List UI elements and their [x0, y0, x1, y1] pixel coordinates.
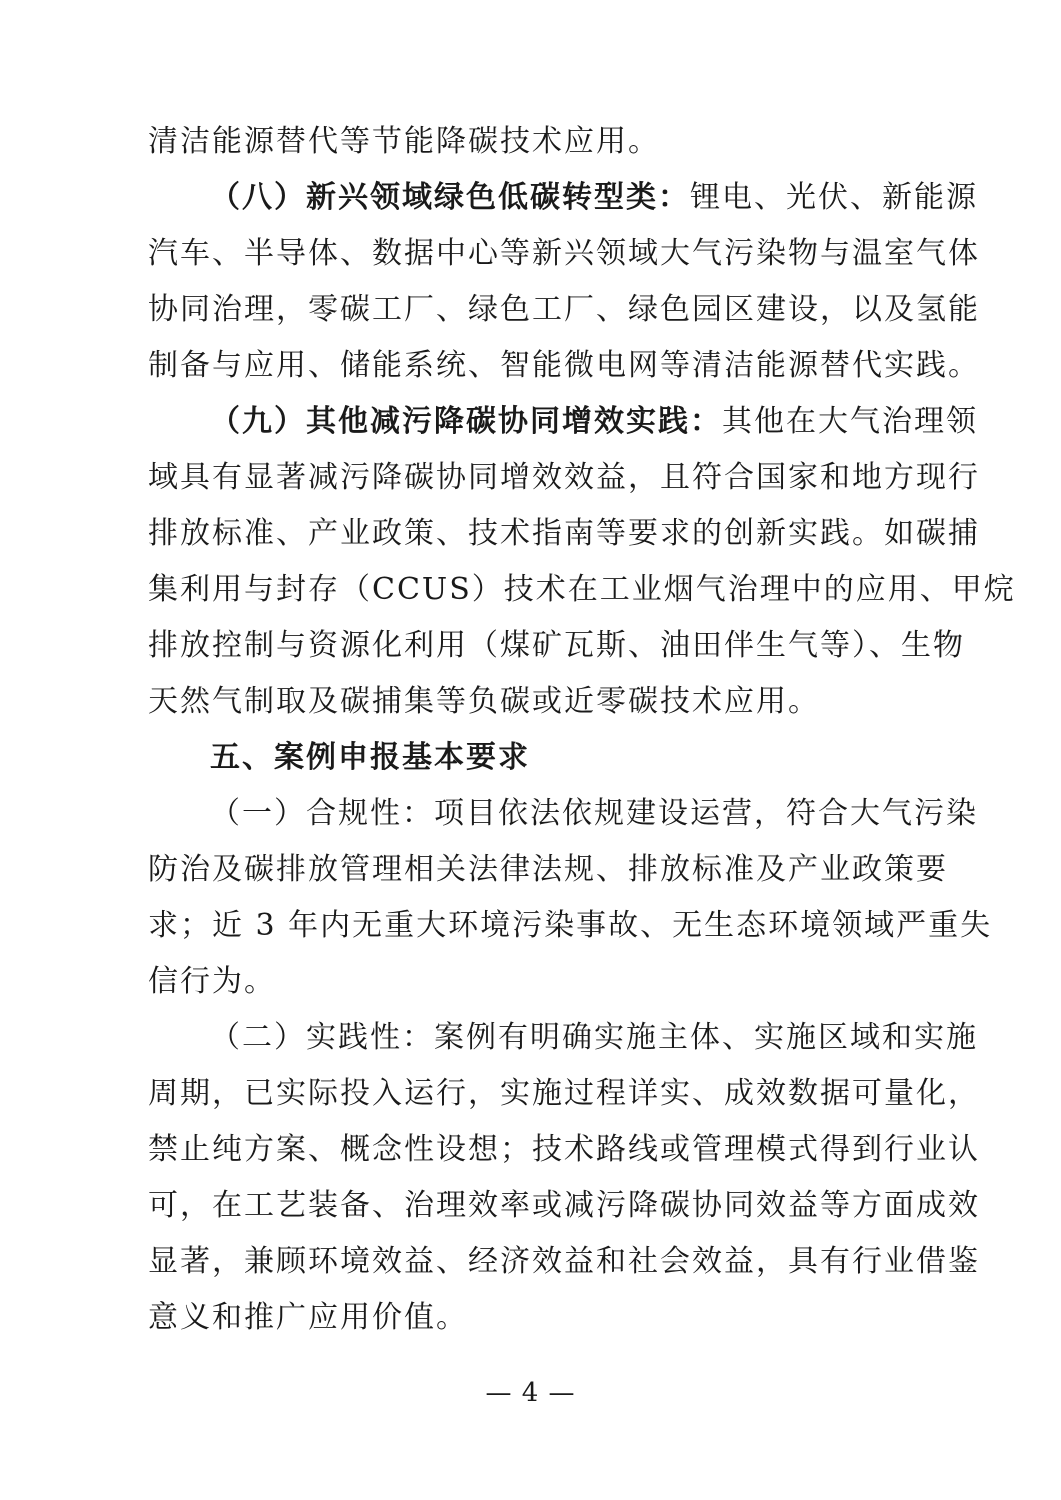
item-lead-nine: （九）其他减污降碳协同增效实践： [210, 404, 722, 439]
text-line: 集利用与封存（CCUS）技术在工业烟气治理中的应用、甲烷 [148, 572, 1016, 607]
text-span: 锂电、光伏、新能源 [690, 180, 978, 215]
text-line: 制备与应用、储能系统、智能微电网等清洁能源替代实践。 [148, 348, 980, 383]
paragraph-first-line: （一）合规性：项目依法依规建设运营，符合大气污染 [210, 796, 978, 831]
text-line: 协同治理，零碳工厂、绿色工厂、绿色园区建设，以及氢能 [148, 292, 980, 327]
text-line: 排放控制与资源化利用（煤矿瓦斯、油田伴生气等）、生物 [148, 628, 965, 663]
text-line: 禁止纯方案、概念性设想；技术路线或管理模式得到行业认 [148, 1132, 980, 1167]
text-line: 周期，已实际投入运行，实施过程详实、成效数据可量化， [148, 1076, 980, 1111]
paragraph-first-line [210, 178, 978, 218]
item-lead-eight: （八）新兴领域绿色低碳转型类： [210, 180, 690, 215]
text-line: 可，在工艺装备、治理效率或减污降碳协同效益等方面成效 [148, 1188, 980, 1223]
text-line: 求；近 3 年内无重大环境污染事故、无生态环境领域严重失 [148, 908, 993, 943]
text-line: 意义和推广应用价值。 [148, 1300, 468, 1335]
text-span: 其他在大气治理领 [722, 404, 978, 439]
text-line: 清洁能源替代等节能降碳技术应用。 [148, 124, 660, 159]
text-line: 信行为。 [148, 964, 276, 999]
text-line: 防治及碳排放管理相关法律法规、排放标准及产业政策要 [148, 852, 948, 887]
text-line: 域具有显著减污降碳协同增效效益，且符合国家和地方现行 [148, 460, 980, 495]
section-heading: 五、案例申报基本要求 [210, 740, 530, 775]
text-line: 天然气制取及碳捕集等负碳或近零碳技术应用。 [148, 684, 820, 719]
paragraph-first-line: （二）实践性：案例有明确实施主体、实施区域和实施 [210, 1020, 978, 1055]
text-line: 排放标准、产业政策、技术指南等要求的创新实践。如碳捕 [148, 516, 980, 551]
text-line: 显著，兼顾环境效益、经济效益和社会效益，具有行业借鉴 [148, 1244, 980, 1279]
paragraph-first-line [210, 402, 978, 442]
page-number: — 4 — [485, 1378, 576, 1408]
text-line: 汽车、半导体、数据中心等新兴领域大气污染物与温室气体 [148, 236, 980, 271]
